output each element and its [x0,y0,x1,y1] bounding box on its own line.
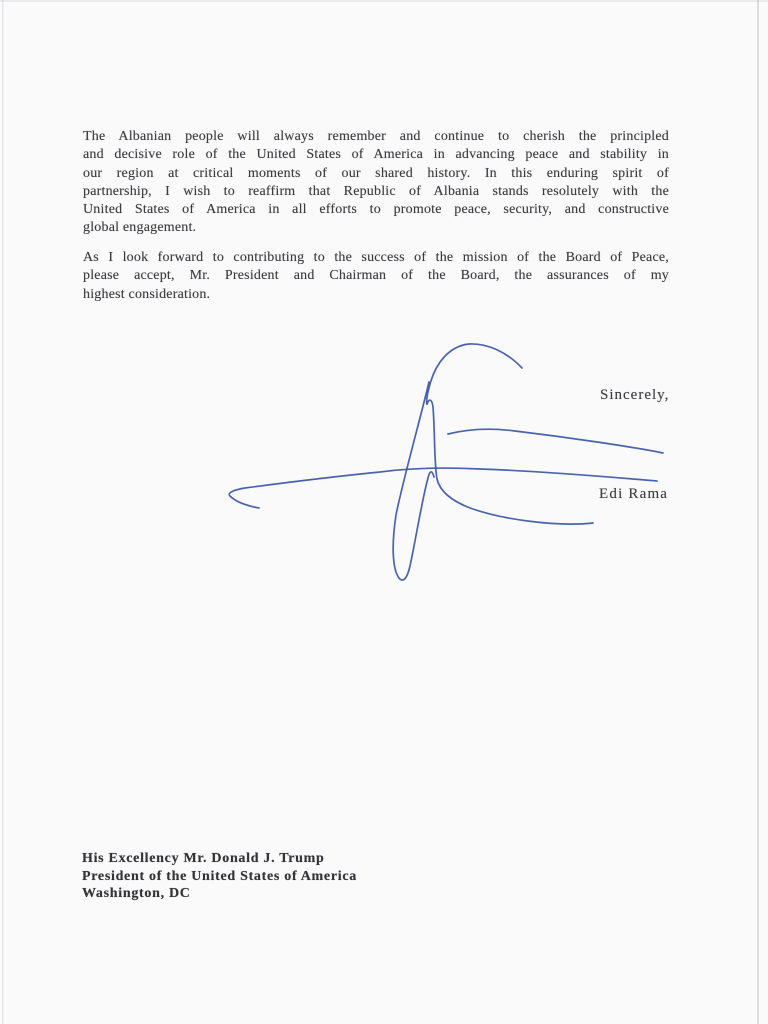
signature-stroke-arc [427,344,522,404]
text-line: please accept, Mr. President and Chairman of the Board, the assurances of my [83,268,669,284]
recipient-address-block [82,850,357,903]
signer-name: Edi Rama [599,486,669,502]
text-line: President of the United States of America [82,868,357,884]
text-line: partnership, I wish to reaffirm that Republic of Albania stands resolutely with the [83,183,669,199]
signature-stroke-descender-sweep [427,400,593,524]
text-line: our region at critical moments of our shared history. In this enduring spirit of [83,165,669,181]
closing-salutation: Sincerely, [600,387,670,403]
text-line: and decisive role of the United States of America in advancing peace and stability in [83,147,669,163]
scan-edge-left [2,0,4,1024]
paragraph-us-partnership [83,128,669,238]
signature-stroke-underline-hook [229,468,657,508]
text-line: global engagement. [83,220,197,236]
text-line: The Albanian people will always remember and continue to cherish the principled [83,129,669,144]
text-line: United States of America in all efforts to promote peace, security, and constructive [83,202,669,218]
paragraph-board-of-peace [83,249,669,304]
scan-edge-right [757,0,759,1024]
text-line: highest consideration. [83,286,211,302]
signature-stroke-hairpin [393,382,434,580]
signature-stroke-upper-horizontal [448,429,663,453]
text-line: As I look forward to contributing to the success of the mission of the Board of Peace, [83,250,669,265]
text-line: Washington, DC [82,886,191,901]
text-line: His Excellency Mr. Donald J. Trump [82,851,325,866]
scan-edge-top [0,0,768,2]
